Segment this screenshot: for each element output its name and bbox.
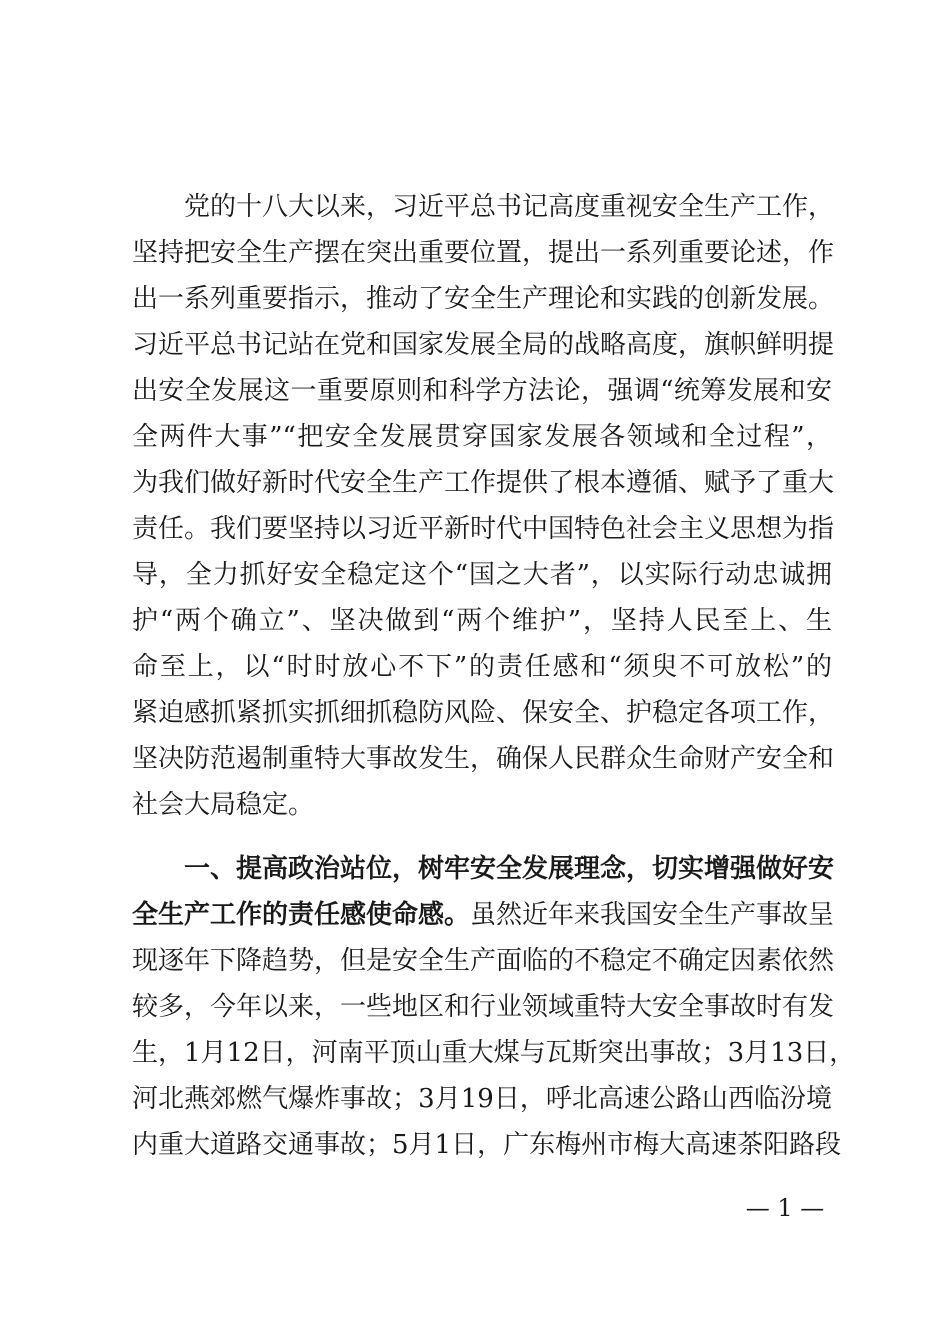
text-line: 坚决防范遏制重特大事故发生，确保人民群众生命财产安全和	[132, 744, 835, 774]
text-span: 虽然近年来我国安全生产事故呈	[470, 900, 835, 930]
text-line: 导，全力抓好安全稳定这个“国之大者”，以实际行动忠诚拥	[132, 560, 832, 590]
text-line: 内重大道路交通事故；5月1日，广东梅州市梅大高速茶阳路段	[132, 1130, 842, 1160]
paragraph-section-one	[132, 846, 856, 1168]
text-line: 出一系列重要指示，推动了安全生产理论和实践的创新发展。	[132, 284, 835, 314]
text-line: 命至上，以“时时放心不下”的责任感和“须臾不可放松”的	[132, 652, 832, 682]
section-heading-continued: 全生产工作的责任感使命感。	[132, 900, 471, 930]
text-line: 较多，今年以来，一些地区和行业领域重特大安全事故时有发	[132, 992, 835, 1022]
document-body	[132, 184, 856, 1168]
text-line: 为我们做好新时代安全生产工作提供了根本遵循、赋予了重大	[132, 468, 835, 498]
page-number: — 1 —	[745, 1194, 825, 1222]
paragraph-spacing	[132, 828, 832, 846]
text-line: 习近平总书记站在党和国家发展全局的战略高度，旗帜鲜明提	[132, 330, 835, 360]
text-line: 全两件大事”“把安全发展贯穿国家发展各领域和全过程”，	[132, 422, 832, 452]
text-line: 坚持把安全生产摆在突出重要位置，提出一系列重要论述，作	[132, 238, 835, 268]
text-line: 紧迫感抓紧抓实抓细抓稳防风险、保安全、护稳定各项工作，	[132, 698, 835, 728]
section-heading: 一、提高政治站位，树牢安全发展理念，切实增强做好安	[132, 854, 835, 884]
text-line: 河北燕郊燃气爆炸事故；3月19日，呼北高速公路山西临汾境	[132, 1084, 832, 1114]
text-line: 出安全发展这一重要原则和科学方法论，强调“统筹发展和安	[132, 376, 832, 406]
text-line: 现逐年下降趋势，但是安全生产面临的不稳定不确定因素依然	[132, 946, 835, 976]
text-line: 社会大局稳定。	[132, 790, 315, 820]
text-line: 生，1月12日，河南平顶山重大煤与瓦斯突出事故；3月13日，	[132, 1038, 856, 1068]
text-line: 护“两个确立”、坚决做到“两个维护”，坚持人民至上、生	[132, 606, 832, 636]
text-line: 责任。我们要坚持以习近平新时代中国特色社会主义思想为指	[132, 514, 835, 544]
text-line: 党的十八大以来，习近平总书记高度重视安全生产工作，	[132, 192, 835, 222]
paragraph-intro	[132, 184, 835, 828]
text-line	[132, 892, 835, 938]
